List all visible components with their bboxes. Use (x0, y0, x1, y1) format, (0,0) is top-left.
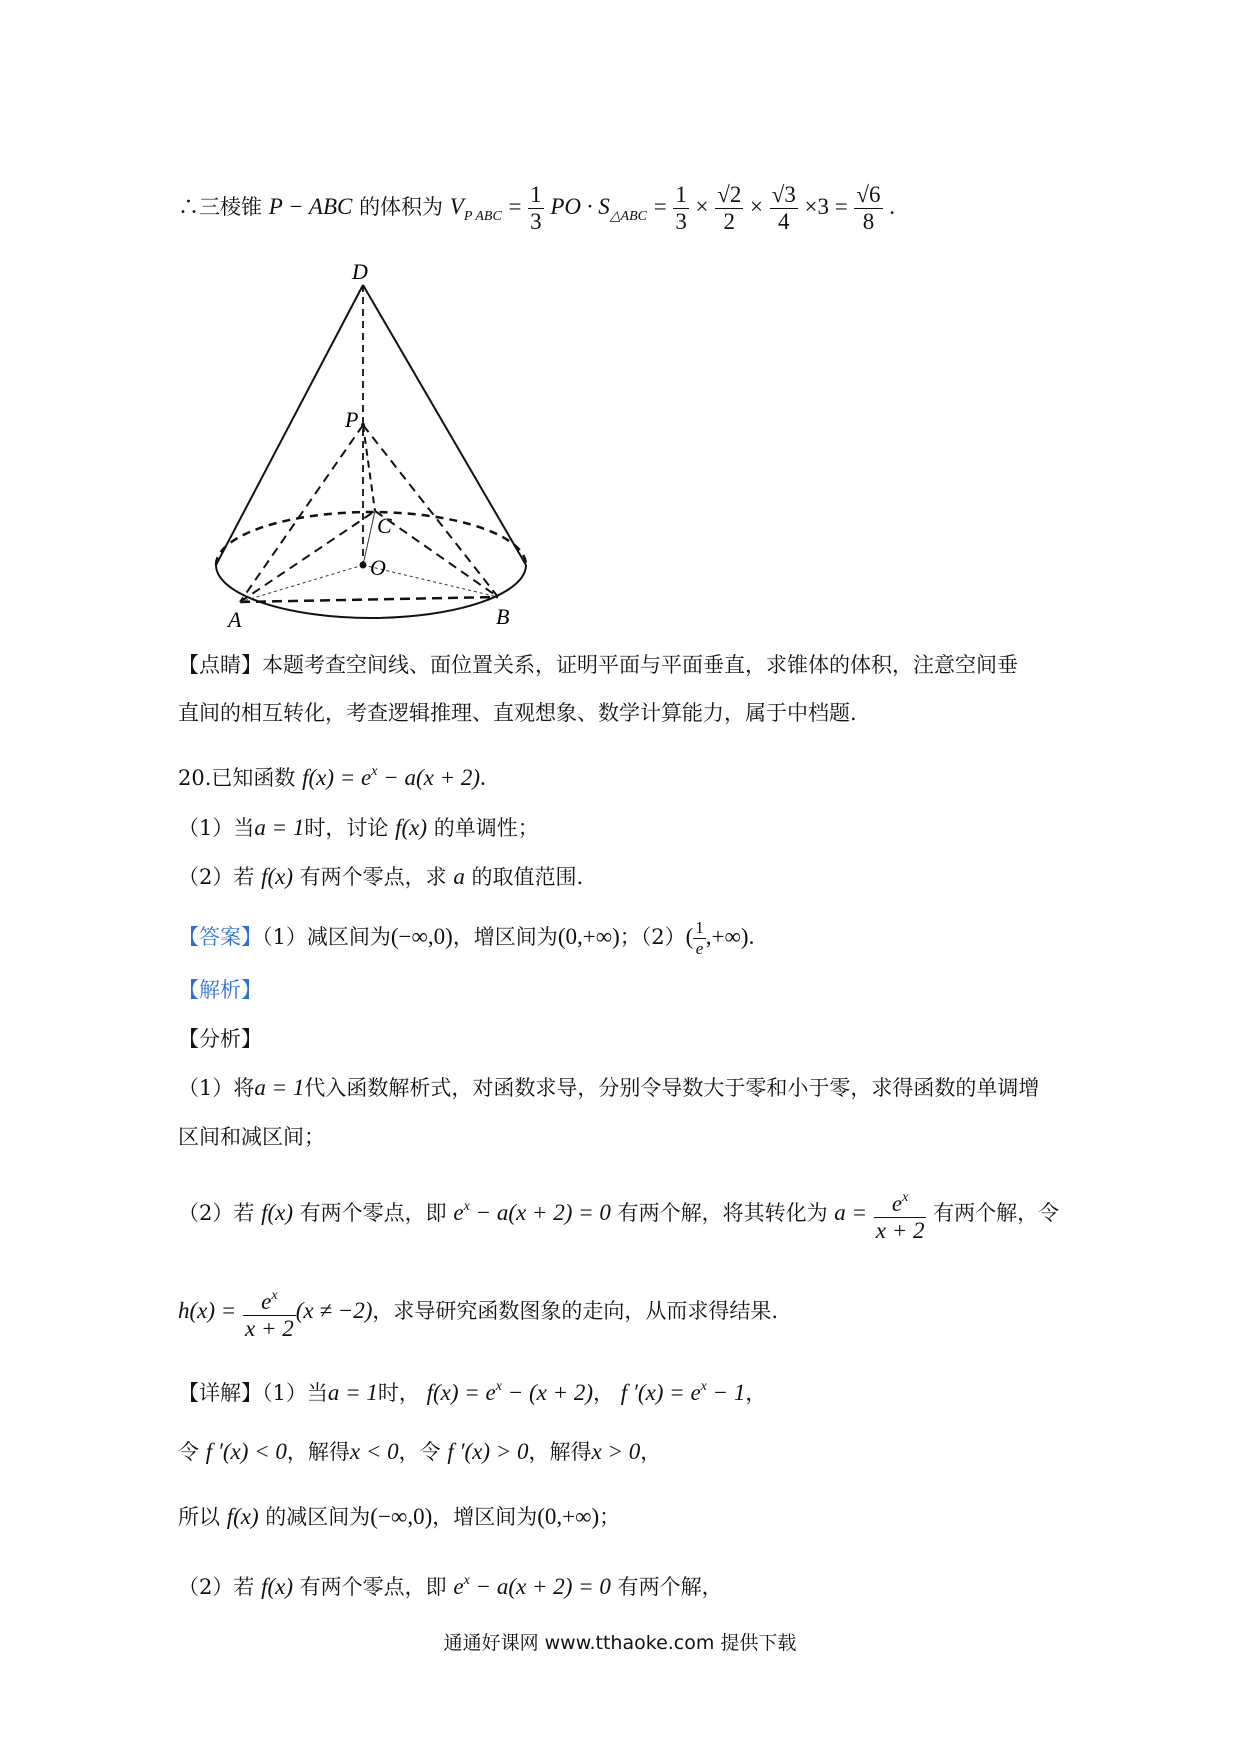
math: × (695, 194, 709, 219)
section-tag: 【点睛】 (178, 653, 262, 677)
math: − 1 (706, 1380, 746, 1405)
math: x < 0 (349, 1439, 399, 1464)
point-P (361, 423, 365, 427)
fraction-den: 8 (862, 209, 875, 234)
point-O (360, 562, 367, 569)
fraction (528, 182, 544, 235)
math: (0,+∞) (557, 924, 620, 949)
math-sub: P ABC (463, 209, 502, 224)
math: . (748, 924, 755, 949)
math: f(x) = e (426, 1380, 496, 1405)
math: e (453, 1574, 464, 1599)
math: a = (834, 1200, 868, 1225)
label-O: O (370, 555, 386, 580)
answer-line (178, 918, 754, 959)
math: f(x) (261, 1200, 293, 1225)
text: （1）当 (262, 1381, 328, 1405)
math: = (508, 194, 522, 219)
text: （2）若 (178, 1575, 255, 1599)
fraction-num: 1 (530, 182, 542, 207)
math: − a(x + 2) = 0 (469, 1574, 611, 1599)
fraction-den: x + 2 (245, 1316, 294, 1341)
fraction-den: 4 (778, 209, 790, 234)
math: a = 1 (254, 815, 305, 840)
math: − a(x + 2) (377, 765, 481, 790)
text: 的减区间为 (265, 1505, 371, 1529)
math: f ′(x) = e (620, 1380, 701, 1405)
fraction-num: √6 (856, 182, 881, 207)
fenxi-line4 (178, 1283, 778, 1342)
math: − a(x + 2) = 0 (469, 1200, 611, 1225)
fraction-num: e (261, 1289, 272, 1314)
dianjing-line2 (178, 698, 857, 728)
text: ， (745, 1381, 767, 1405)
text: ，求导研究函数图象的走向，从而求得结果. (372, 1299, 779, 1323)
text: （1）减区间为 (262, 925, 391, 949)
text: ，增区间为 (452, 925, 558, 949)
fenxi-line1 (178, 1073, 1039, 1103)
math: ×3 = (804, 194, 848, 219)
math: . (480, 765, 486, 790)
text: ，增区间为 (432, 1505, 538, 1529)
text: （2）若 (178, 865, 255, 889)
line-OA (240, 565, 363, 602)
xiangjie-line3 (178, 1502, 620, 1532)
math: × (750, 194, 764, 219)
text: ，令 (398, 1440, 441, 1464)
math: f(x) (261, 1574, 293, 1599)
text: （1）当 (178, 816, 255, 840)
math: f(x) (226, 1504, 259, 1529)
fraction-den: e (695, 939, 704, 958)
xiangjie-line4 (178, 1566, 723, 1602)
text: ， (593, 1381, 615, 1405)
text: 的单调性； (433, 816, 539, 840)
math: e (453, 1200, 464, 1225)
math-sup: x (495, 1379, 502, 1394)
text: ；（2） (619, 925, 686, 949)
fenxi-tag: 【分析】 (178, 1027, 262, 1051)
fenxi-line2: 区间和减区间； (178, 1125, 325, 1149)
math-sup: x (463, 1199, 470, 1214)
label-A: A (228, 607, 242, 632)
math: . (889, 194, 895, 219)
xiangjie-line2 (178, 1437, 661, 1467)
label-C: C (377, 513, 392, 538)
text: 有两个零点，即 (299, 1575, 447, 1599)
fraction-den: x + 2 (875, 1218, 925, 1243)
text: ∴三棱锥 (178, 195, 262, 219)
dianjing-line1 (178, 650, 1018, 680)
volume-line (178, 182, 895, 235)
label-B: B (496, 604, 510, 629)
q20-title (178, 757, 486, 793)
math: ( (685, 924, 694, 949)
math: = (653, 194, 667, 219)
math: f(x) = e (302, 765, 372, 790)
math-sup: x (463, 1573, 470, 1588)
fenxi-line3 (178, 1185, 1059, 1244)
fraction-num: √3 (771, 182, 796, 207)
text: 的体积为 (359, 195, 444, 219)
text: 有两个解，将其转化为 (617, 1201, 828, 1225)
text: 的取值范围. (471, 865, 584, 889)
q20-part1 (178, 813, 539, 843)
text: 有两个零点，求 (299, 865, 447, 889)
text: ，解得 (286, 1440, 350, 1464)
math: a = 1 (254, 1075, 305, 1100)
edge-AB (240, 597, 498, 602)
math-sub: △ABC (609, 209, 647, 224)
math: f(x) (261, 864, 293, 889)
math: PO · S (550, 194, 610, 219)
text: ； (599, 1505, 621, 1529)
fraction-num: √2 (717, 182, 742, 207)
fraction (715, 182, 743, 235)
text: 本题考查空间线、面位置关系，证明平面与平面垂直，求锥体的体积，注意空间垂 (262, 653, 1018, 677)
math: − (x + 2) (501, 1380, 594, 1405)
math: f(x) (395, 815, 428, 840)
text: 有两个解，令 (933, 1201, 1060, 1225)
math: P − ABC (268, 194, 353, 219)
label-D: D (352, 259, 368, 284)
text: 有两个零点，即 (299, 1201, 447, 1225)
math: x > 0 (591, 1439, 641, 1464)
fraction (854, 182, 882, 235)
math: f ′(x) > 0 (447, 1439, 529, 1464)
text: （2）若 (178, 1201, 255, 1225)
math: f ′(x) < 0 (205, 1439, 287, 1464)
text: 代入函数解析式，对函数求导，分别令导数大于零和小于零，求得函数的单调增 (304, 1076, 1040, 1100)
math: a = 1 (327, 1380, 378, 1405)
fraction (673, 182, 689, 235)
fraction-den: 2 (723, 209, 736, 234)
cone-figure (200, 255, 540, 640)
text: 令 (178, 1440, 199, 1464)
math: (−∞,0) (390, 924, 453, 949)
q20-part2 (178, 862, 583, 892)
fraction (693, 918, 706, 959)
math: h(x) = (178, 1298, 237, 1323)
math: V (449, 194, 464, 219)
fraction-den: 3 (530, 209, 542, 234)
math-sup: x (271, 1288, 278, 1303)
section-tag: 【详解】 (178, 1381, 262, 1405)
edge-AC (240, 511, 375, 602)
math: ,+∞) (705, 924, 749, 949)
text: （1）将 (178, 1076, 255, 1100)
answer-tag: 【答案】 (178, 925, 262, 949)
fraction-num: 1 (675, 182, 687, 207)
math: (−∞,0) (370, 1504, 433, 1529)
math: (x ≠ −2) (295, 1298, 373, 1323)
text: 所以 (178, 1505, 220, 1529)
text: ，解得 (528, 1440, 592, 1464)
fraction-den: 3 (675, 209, 687, 234)
cone-edge-left (216, 285, 363, 565)
footer-watermark: 通通好课网 www.tthaoke.com 提供下载 (443, 1632, 797, 1654)
math: (0,+∞) (537, 1504, 600, 1529)
fraction (243, 1283, 296, 1342)
text: 时，讨论 (304, 816, 389, 840)
fraction (770, 182, 798, 235)
fraction (874, 1185, 927, 1244)
jiexi-tag: 【解析】 (178, 978, 262, 1002)
text: 直间的相互转化，考查逻辑推理、直观想象、数学计算能力，属于中档题. (178, 701, 857, 725)
text: 20.已知函数 (178, 766, 296, 790)
math: a (453, 864, 465, 889)
text: 有两个解， (617, 1575, 723, 1599)
label-P: P (345, 407, 359, 432)
math-sup: x (700, 1379, 707, 1394)
edge-CB (375, 511, 498, 597)
text: 时， (377, 1381, 420, 1405)
text: ， (640, 1440, 662, 1464)
xiangjie-line1 (178, 1372, 766, 1408)
math-sup: x (371, 764, 378, 779)
math-sup: x (902, 1190, 909, 1205)
fraction-num: 1 (695, 918, 704, 937)
fraction-num: e (891, 1191, 903, 1216)
